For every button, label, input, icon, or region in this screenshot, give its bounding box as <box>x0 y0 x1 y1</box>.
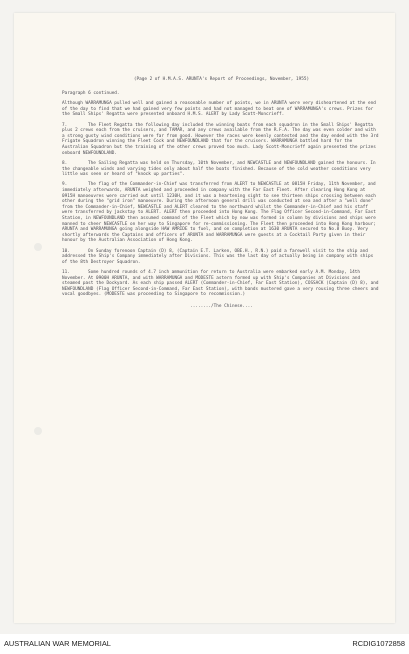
paragraph-number: 10. <box>62 248 70 254</box>
page-heading: (Page 2 of H.M.A.S. ARUNTA's Report of Proceedings, November, 1955) <box>133 77 310 82</box>
paragraph-number: 8. <box>62 160 68 166</box>
paragraph-text: The Sailing Regatta was held on Thursday, 10th November, and NEWCASTLE and NEWFOUNDLAND gained the honours. In the changeable winds and varying tides only about half the boats finished. Because of the cold weather conditions very little was seen or heard of "knock up parties". <box>62 160 376 178</box>
continued-label: Paragraph 6 continued. <box>62 90 120 96</box>
footer-bar <box>0 634 409 654</box>
continuation-note: ......../The Chinese.... <box>190 304 253 310</box>
paragraph-number: 11. <box>62 270 70 276</box>
paragraph-7 <box>62 123 381 157</box>
paragraph-number: 9. <box>62 182 68 188</box>
punch-hole <box>34 427 42 435</box>
paragraph-text: On Sunday forenoon Captain (D) 8, (Captain E.T. Larken, OBE.H., R.N.) paid a farewell visit to the ship and addressed the Ship's Company immediately after Divisions. This was the last day of actually being in company with ships of the 8th Destroyer Squadron. <box>62 248 374 265</box>
paragraph-number: 7. <box>62 122 68 128</box>
punch-hole <box>34 243 42 251</box>
paragraph-8 <box>62 161 381 178</box>
paragraph-text: The Fleet Regatta the following day included the winning boats from each squadron in the Small Ships' Regatta plus 2 crews each from the cruisers, and TAMAR, and any crews available from the R.F.A. The day was even colder and with a strong gusty wind conditions were far from good. However the races were keenly contested and the day ended with the 3rd Frigate Squadron winning the Fleet Cock and NEWFOUNDLAND that for the cruisers. WARRAMUNGA battled hard for the Australian Squadron but the training of the other crews proved too much. Lady Scott-Moncrieff again presented the prizes onboard NEWFOUNDLAND. <box>62 122 379 156</box>
paragraph-text: The flag of the Commander-in-Chief was transferred from ALERT to NEWCASTLE at 0815H Friday, 11th November, and immediately afterwards, ARUNTA weighed and proceeded in company with the Far East Fleet. After clearing Hong Kong at 0915H manoeuvres were carried out until 1230H, and it was a heartening sight to see thirteen ships crossing between each other during the "grid iron" manoeuvre. During the afternoon general drill was conducted at sea and after a "well done" from the Commander-in-Chief, NEWCASTLE and ALERT cleared to the northward whilst the Commander-in-Chief and his staff were transferred by jackstay to ALERT. ALERT then proceeded into Hong Kong. The Flag Officer Second-in-Command, Far East Station, in NEWFOUNDLAND then assumed command of the Fleet which by now was formed in column by divisions and ships were manned to cheer NEWCASTLE on her way to Singapore for re-commissioning. The Fleet then proceeded into Hong Kong harbour; ARUNTA and WARRAMUNGA going alongside HAW AMRIDE to fuel, and on completion at 1630 ARUNTA secured to No.8 Buoy. Very shortly afterwards the Captains and officers of ARUNTA and WARRAMUNGA were guests at a Cocktail Party given in their honour by the Australian Association of Hong Kong. <box>62 182 376 244</box>
paragraph-text: Some hundred rounds of 4.7 inch ammunition for return to Australia were embarked early A.M. Monday, 14th November. At 0900H ARUNTA, and with WARRAMUNGA and MODESTE astern formed up with Ship's Companies at Divisions and steamed past the Dockyard. As each ship passed ALERT (Commander-in-Chief, Far East Station), COSSACK (Captain (D) 8), and NEWFOUNDLAND (Flag Officer Second-in-Command, Far East Station), with bands mustered gave a very rousing three cheers and vocal goodbyes. (MODESTE was proceeding to Singapore to recommission.) <box>62 270 379 298</box>
intro-paragraph: Although WARRAMUNGA pulled well and gained a reasonable number of points, we in ARUNTA were very disheartened at the end of the day to find that we had gained very few points and had not managed to beat one of WARRAMUNGA's crews. Prizes for the Small Ships' Regatta were presented onboard H.M.S. ALERT by Lady Scott-Moncrieff. <box>62 101 376 118</box>
footer-institution: AUSTRALIAN WAR MEMORIAL <box>4 639 111 648</box>
document-page <box>14 13 395 623</box>
paragraph-9 <box>62 182 381 244</box>
paragraph-11 <box>62 270 381 298</box>
footer-record-id: RCDIG1072858 <box>352 639 405 648</box>
paragraph-10 <box>62 249 381 266</box>
